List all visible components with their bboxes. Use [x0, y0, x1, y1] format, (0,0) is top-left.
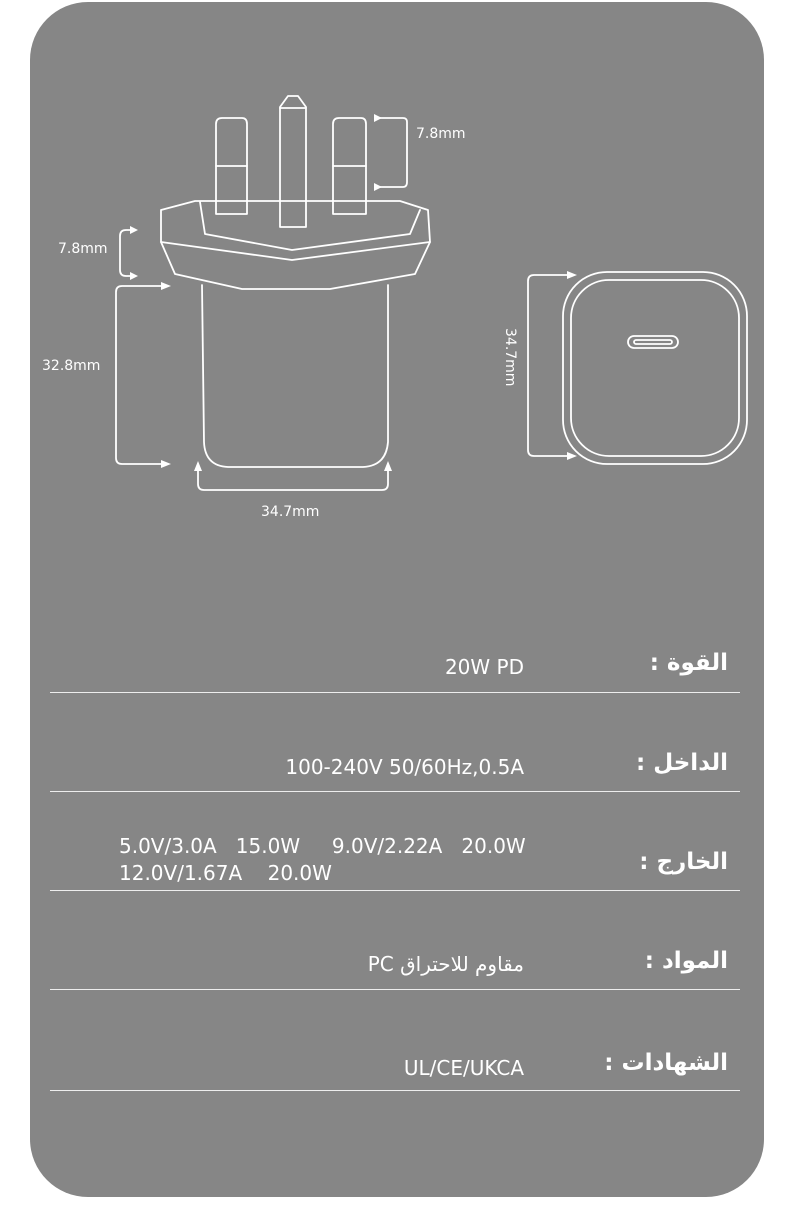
spec-label-power: القوة :: [649, 650, 728, 676]
charger-front-outer: [563, 272, 747, 464]
arrow-head: [161, 460, 171, 468]
arrow-head: [194, 461, 202, 471]
arrow-head: [374, 183, 382, 191]
plug-cap-inner: [200, 202, 420, 250]
spec-row-certifications: [50, 1040, 740, 1092]
usb-c-port-inner: [634, 340, 672, 344]
charger-body: [202, 285, 388, 467]
arrow-head: [384, 461, 392, 471]
spec-label-certifications: الشهادات :: [604, 1050, 728, 1076]
top-depth-label: 7.8mm: [58, 241, 108, 257]
body-width-bracket: [198, 469, 388, 490]
spec-value-input: 100-240V 50/60Hz,0.5A: [285, 755, 524, 779]
arrow-head: [130, 272, 138, 280]
arrow-head: [567, 271, 577, 279]
divider: [50, 1090, 740, 1091]
divider: [50, 791, 740, 792]
dimension-diagram: [30, 2, 764, 562]
usb-c-port: [628, 336, 678, 348]
front-size-label: 34.7mm: [502, 328, 518, 387]
center-pin: [280, 96, 306, 227]
charger-front-inner: [571, 280, 739, 456]
divider: [50, 890, 740, 891]
charger-illustration: [30, 2, 764, 562]
product-spec-card: [30, 2, 764, 1197]
spec-label-material: المواد :: [644, 948, 728, 974]
spec-value-material: PC مقاوم للاحتراق: [367, 952, 524, 976]
spec-label-input: الداخل :: [636, 750, 728, 776]
spec-row-material: [50, 940, 740, 992]
pin-height-label: 7.8mm: [416, 126, 466, 142]
body-height-label: 32.8mm: [42, 358, 101, 374]
spec-value-output-line1: 5.0V/3.0A 15.0W 9.0V/2.22A 20.0W: [119, 834, 526, 858]
arrow-head: [567, 452, 577, 460]
top-depth-bracket: [120, 230, 134, 276]
spec-value-power: 20W PD: [444, 655, 524, 679]
body-height-bracket: [116, 286, 165, 464]
spec-row-power: [50, 642, 740, 694]
spec-label-output: الخارج :: [639, 849, 728, 875]
spec-value-certifications: UL/CE/UKCA: [403, 1056, 524, 1080]
plug-cap-seam: [161, 242, 430, 260]
arrow-head: [130, 226, 138, 234]
spec-value-output-line2: 12.0V/1.67A 20.0W: [119, 861, 332, 885]
body-width-label: 34.7mm: [261, 504, 320, 520]
arrow-head: [161, 282, 171, 290]
spec-row-input: [50, 742, 740, 794]
arrow-head: [374, 114, 382, 122]
pin-height-bracket: [380, 118, 407, 187]
divider: [50, 692, 740, 693]
divider: [50, 989, 740, 990]
spec-row-output: [50, 830, 740, 892]
